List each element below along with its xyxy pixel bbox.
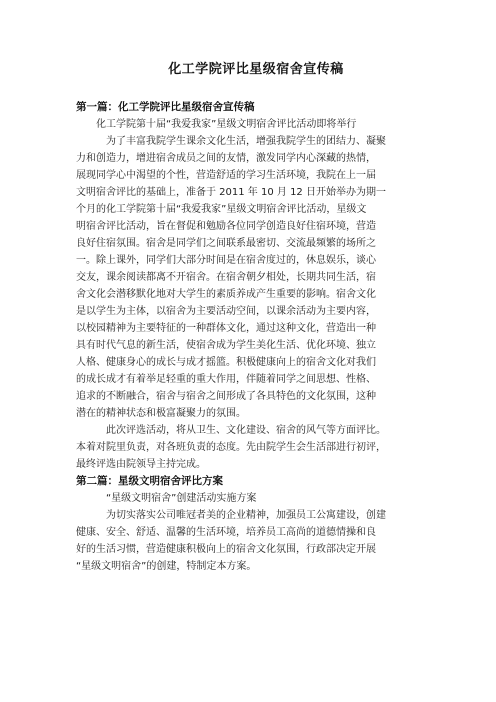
section-1-paragraph-2 — [76, 422, 436, 473]
text-line: 良好住宿氛围。宿舍是同学们之间联系最密切、交流最频繁的场所之 — [76, 238, 376, 249]
text-line: 文明宿舍评比的基础上，准备于 2011 年 10 月 12 日开始举办为期一 — [76, 187, 386, 198]
text-line: 舍文化会潜移默化地对大学生的素质养成产生重要的影响。宿舍文化 — [76, 289, 376, 300]
text-line: 健康、安全、舒适、温馨的生活环境，培养员工高尚的道德情操和良 — [76, 527, 376, 538]
text-line: 力和创造力，增进宿舍成员之间的友情，激发同学内心深藏的热情， — [76, 153, 376, 164]
text-line: “星级文明宿舍”的创建，特制定本方案。 — [76, 561, 257, 572]
section-2-heading: 第二篇：星级文明宿舍评比方案 — [76, 475, 223, 487]
text-line: 明宿舍评比活动，旨在督促和勉励各位同学创造良好住宿环境，营造 — [76, 221, 376, 232]
text-line: 为切实落实公司唯冠者美的企业精神，加强员工公寓建设，创建 — [106, 510, 386, 521]
text-line: 最终评选由院领导主持完成。 — [76, 459, 206, 470]
text-line: 一。除上课外，同学们大部分时间是在宿舍度过的，休息娱乐，谈心 — [76, 255, 376, 266]
text-line: “星级文明宿舍”创建活动实施方案 — [106, 493, 257, 504]
text-line: 交友，课余阅读都离不开宿舍。在宿舍朝夕相处，长期共同生活，宿 — [76, 272, 376, 283]
text-line: 个月的化工学院第十届“我爱我家”星级文明宿舍评比活动，星级文 — [76, 204, 367, 215]
section-1-heading: 第一篇：化工学院评比星级宿舍宣传稿 — [76, 101, 255, 113]
section-1-subtitle — [76, 116, 436, 133]
text-line: 为了丰富我院学生课余文化生活，增强我院学生的团结力、凝聚 — [106, 136, 386, 147]
document-title: 化工学院评比星级宿舍宣传稿 — [168, 62, 344, 77]
text-line: 化工学院第十届“我爱我家”星级文明宿舍评比活动即将举行 — [96, 119, 357, 130]
section-2-subtitle — [76, 490, 436, 507]
text-line: 是以学生为主体，以宿舍为主要活动空间，以课余活动为主要内容， — [76, 306, 376, 317]
text-line: 具有时代气息的新生活，使宿舍成为学生美化生活、优化环境、独立 — [76, 340, 376, 351]
text-line: 展现同学心中渴望的个性，营造舒适的学习生活环境，我院在上一届 — [76, 170, 376, 181]
text-line: 好的生活习惯，营造健康积极向上的宿舍文化氛围，行政部决定开展 — [76, 544, 376, 555]
text-line: 的成长成才有着举足轻重的重大作用，伴随着同学之间思想、性格、 — [76, 374, 376, 385]
text-line: 本着对院里负责，对各班负责的态度。先由院学生会生活部进行初评， — [76, 442, 386, 453]
section-2 — [76, 473, 436, 575]
section-1-paragraph-1 — [76, 133, 436, 422]
text-line: 潜在的精神状态和极富凝聚力的氛围。 — [76, 408, 246, 419]
section-2-paragraph-1 — [76, 507, 436, 575]
section-1 — [76, 99, 436, 473]
text-line: 以校园精神为主要特征的一种群体文化，通过这种文化，营造出一种 — [76, 323, 376, 334]
text-line: 人格、健康身心的成长与成才摇篮。积极健康向上的宿舍文化对我们 — [76, 357, 376, 368]
text-line: 此次评选活动，将从卫生、文化建设、宿舍的风气等方面评比。 — [106, 425, 386, 436]
text-line: 追求的不断融合，宿舍与宿舍之间形成了各具特色的文化氛围，这种 — [76, 391, 376, 402]
